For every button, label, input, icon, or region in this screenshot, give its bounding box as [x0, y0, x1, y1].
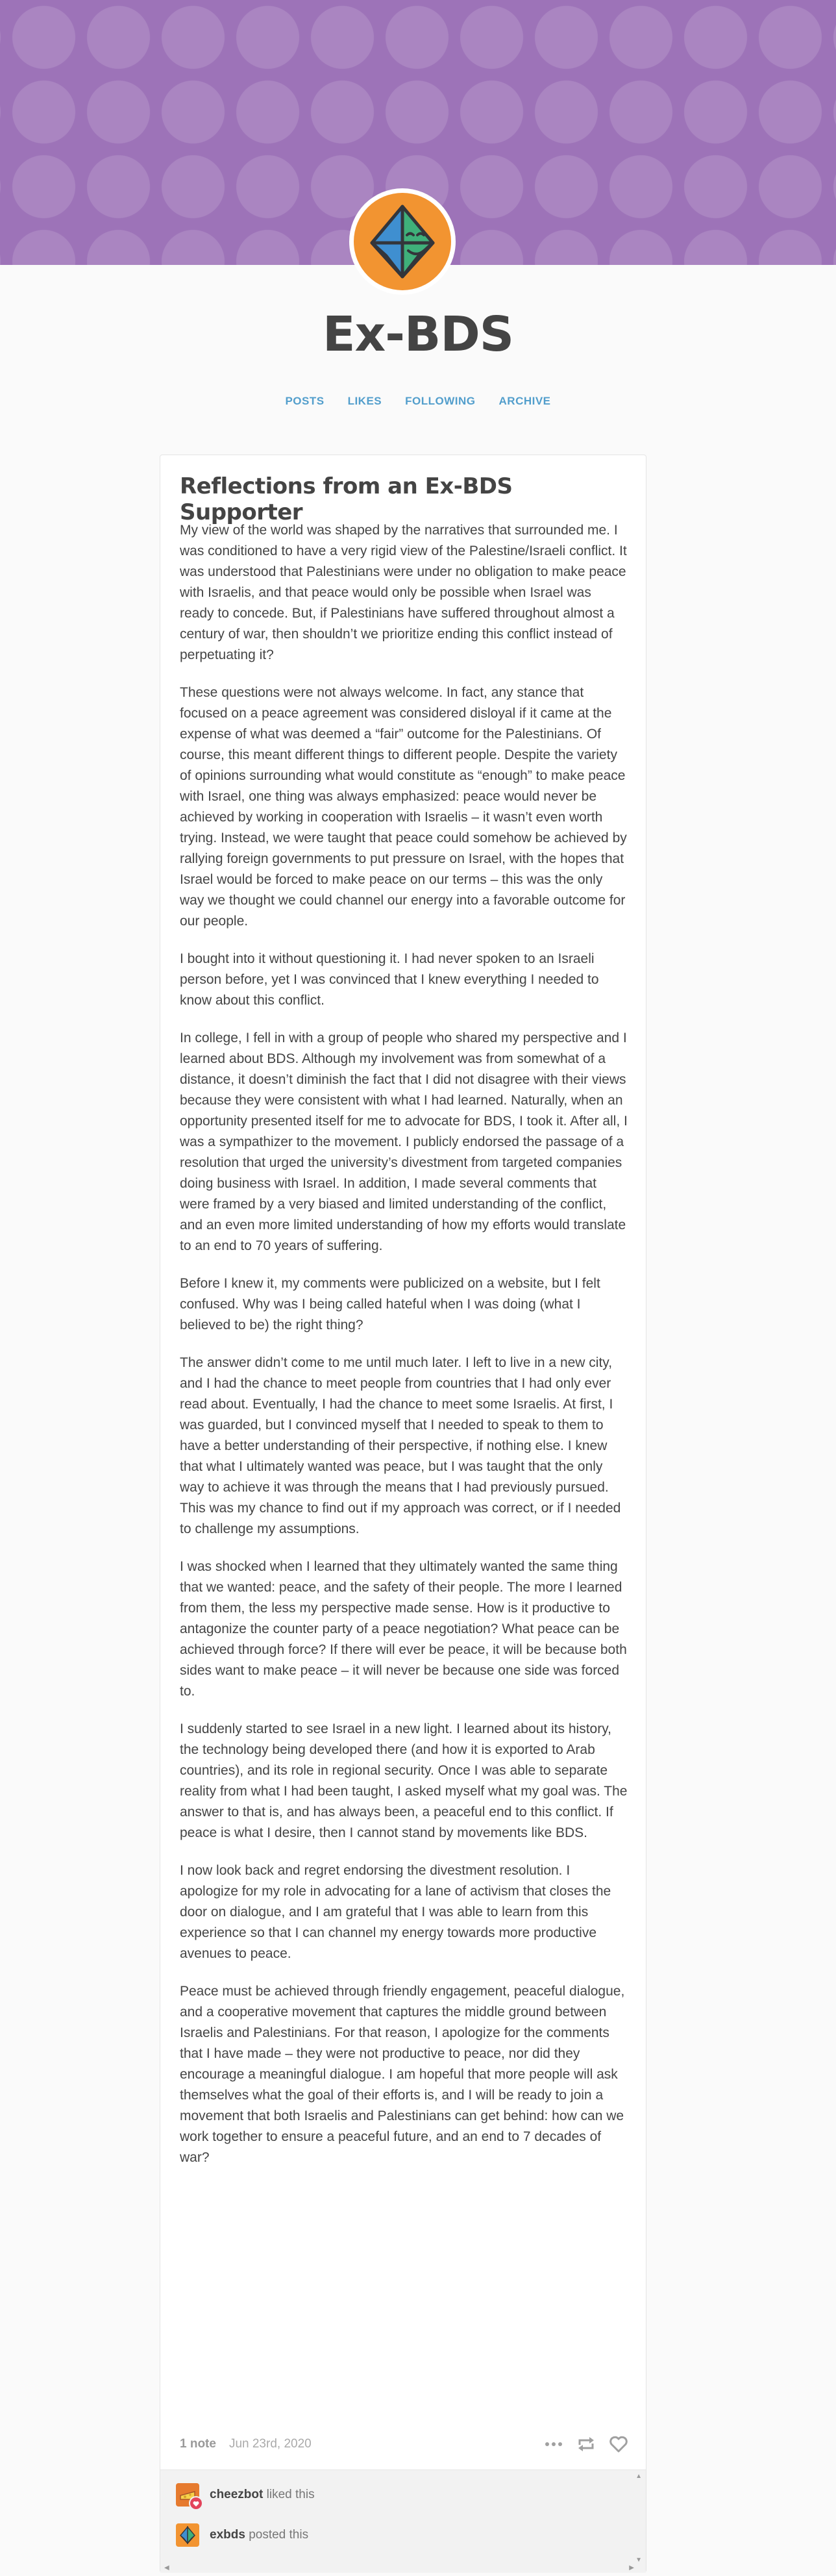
- scroll-down-icon[interactable]: ▼: [635, 2557, 642, 2564]
- reblog-icon[interactable]: [577, 2436, 595, 2453]
- note-action: posted this: [249, 2528, 309, 2542]
- note-text: [210, 2528, 308, 2542]
- post-paragraph: Before I knew it, my comments were publicized on a website, but I felt confused. Why was I being called hateful when I was doing (what I believed to be) the right thing?: [180, 1276, 600, 1332]
- post-paragraph: I was shocked when I learned that they ultimately wanted the same thing that we wanted: peace, and the safety of their people. The more I learned from them, the less my perspective made sense. How is it productive to antagonize the counter party of a peace negotiation? What peace can be achieved through force? If there will ever be peace, it will be because both sides want to make peace – it will never be because one side was forced to.: [180, 1559, 627, 1699]
- nav-archive[interactable]: ARCHIVE: [498, 395, 551, 407]
- scroll-right-icon[interactable]: ▶: [629, 2564, 634, 2571]
- smiling-octahedron-icon[interactable]: [176, 2523, 199, 2547]
- note-user[interactable]: exbds: [210, 2528, 245, 2542]
- note-item: [176, 2522, 308, 2548]
- nav-posts[interactable]: POSTS: [285, 395, 325, 407]
- more-icon[interactable]: [545, 2441, 563, 2447]
- note-user[interactable]: cheezbot: [210, 2488, 264, 2501]
- nav-likes[interactable]: LIKES: [347, 395, 382, 407]
- heart-icon[interactable]: [609, 2436, 628, 2453]
- post-body: [180, 520, 628, 2185]
- notes-count[interactable]: 1 note: [180, 2437, 216, 2451]
- post-paragraph: I suddenly started to see Israel in a new light. I learned about its history, the technology being developed there (and how it is exported to Arab countries), and its role in regional security. Once I was able to separate reality from what I had been taught, I asked myself what my goal was. The answer to that is, and has always been, a peaceful end to this conflict. If peace is what I desire, then I cannot stand by movements like BDS.: [180, 1721, 628, 1840]
- post-actions: [545, 2436, 628, 2453]
- blog-title[interactable]: Ex-BDS: [322, 306, 514, 362]
- post-paragraph: Peace must be achieved through friendly engagement, peaceful dialogue, and a cooperative movement that captures the middle ground between Israelis and Palestinians. For that reason, I apologize for the comments that I have made – they were not productive to peace, nor did they encourage a meaningful dialogue. I am hopeful that more people will ask themselves what the goal of their efforts is, and I will be ready to join a movement that both Israelis and Palestinians can get behind: how can we work together to ensure a peaceful future, and an end to 7 decades of war?: [180, 1984, 625, 2165]
- cheese-avatar-icon[interactable]: [176, 2483, 199, 2507]
- post-paragraph: These questions were not always welcome. In fact, any stance that focused on a peace agreement was considered disloyal if it came at the expense of what was deemed a “fair” outcome for the Palestinians. Of course, this meant different things to different people. Despite the variety of opinions surrounding what would constitute as “enough” to make peace with Israel, one thing was always emphasized: peace would never be achieved by working in cooperation with Israelis – it wasn’t even worth trying. Instead, we were taught that peace could somehow be achieved by rallying foreign governments to put pressure on Israel, with the hopes that Israel would be forced to make peace on our terms – this was the only way we thought we could channel our energy into a favorable outcome for our people.: [180, 685, 627, 929]
- smiling-octahedron-icon: [354, 193, 451, 290]
- post-title[interactable]: Reflections from an Ex-BDS Supporter: [180, 473, 513, 525]
- notes-panel: [160, 2470, 646, 2573]
- blog-nav: [0, 395, 836, 408]
- scroll-up-icon[interactable]: ▲: [635, 2473, 642, 2480]
- note-action: liked this: [266, 2488, 315, 2501]
- note-item: [176, 2482, 315, 2508]
- post-card: [160, 455, 646, 2573]
- post-date[interactable]: Jun 23rd, 2020: [228, 2437, 312, 2451]
- scroll-left-icon[interactable]: ◀: [164, 2564, 169, 2571]
- post-footer: [180, 2431, 628, 2457]
- post-paragraph: My view of the world was shaped by the narratives that surrounded me. I was conditioned to have a very rigid view of the Palestine/Israeli conflict. It was understood that Palestinians were under no obligation to make peace with Israelis, and that peace would only be possible when Israel was ready to concede. But, if Palestinians have suffered throughout almost a century of war, then shouldn’t we prioritize ending this conflict instead of perpetuating it?: [180, 523, 627, 662]
- note-text: [210, 2488, 315, 2502]
- post-paragraph: The answer didn’t come to me until much later. I left to live in a new city, and I had the chance to meet people from countries that I had only ever read about. Eventually, I had the chance to meet some Israelis. At first, I was guarded, but I convinced myself that I needed to speak to them to have a better understanding of their perspective, if nothing else. I knew that what I ultimately wanted was peace, but I was taught that the only way to achieve it was through the means that I had previously pursued. This was my chance to find out if my approach was correct, or if I needed to challenge my assumptions.: [180, 1355, 621, 1536]
- post-paragraph: I bought into it without questioning it. I had never spoken to an Israeli person before, yet I was convinced that I knew everything I needed to know about this conflict.: [180, 951, 599, 1008]
- nav-following[interactable]: FOLLOWING: [405, 395, 476, 407]
- heart-badge-icon: [189, 2496, 203, 2510]
- post-paragraph: I now look back and regret endorsing the divestment resolution. I apologize for my role in advocating for a lane of activism that closes the door on dialogue, and I am grateful that I was able to learn from this experience so that I can channel my energy towards more productive avenues to peace.: [180, 1863, 611, 1961]
- post-paragraph: In college, I fell in with a group of people who shared my perspective and I learned about BDS. Although my involvement was from somewhat of a distance, it doesn’t diminish the fact that I did not disagree with their views because they were consistent with what I had learned. Naturally, when an opportunity presented itself for me to advocate for BDS, I took it. After all, I was a sympathizer to the movement. I publicly endorsed the passage of a resolution that urged the university’s divestment from targeted companies doing business with Israel. In addition, I made several comments that were framed by a very biased and limited understanding of the conflict, and an even more limited understanding of how my efforts would translate to an end to 70 years of suffering.: [180, 1031, 628, 1253]
- blog-avatar[interactable]: [349, 188, 456, 295]
